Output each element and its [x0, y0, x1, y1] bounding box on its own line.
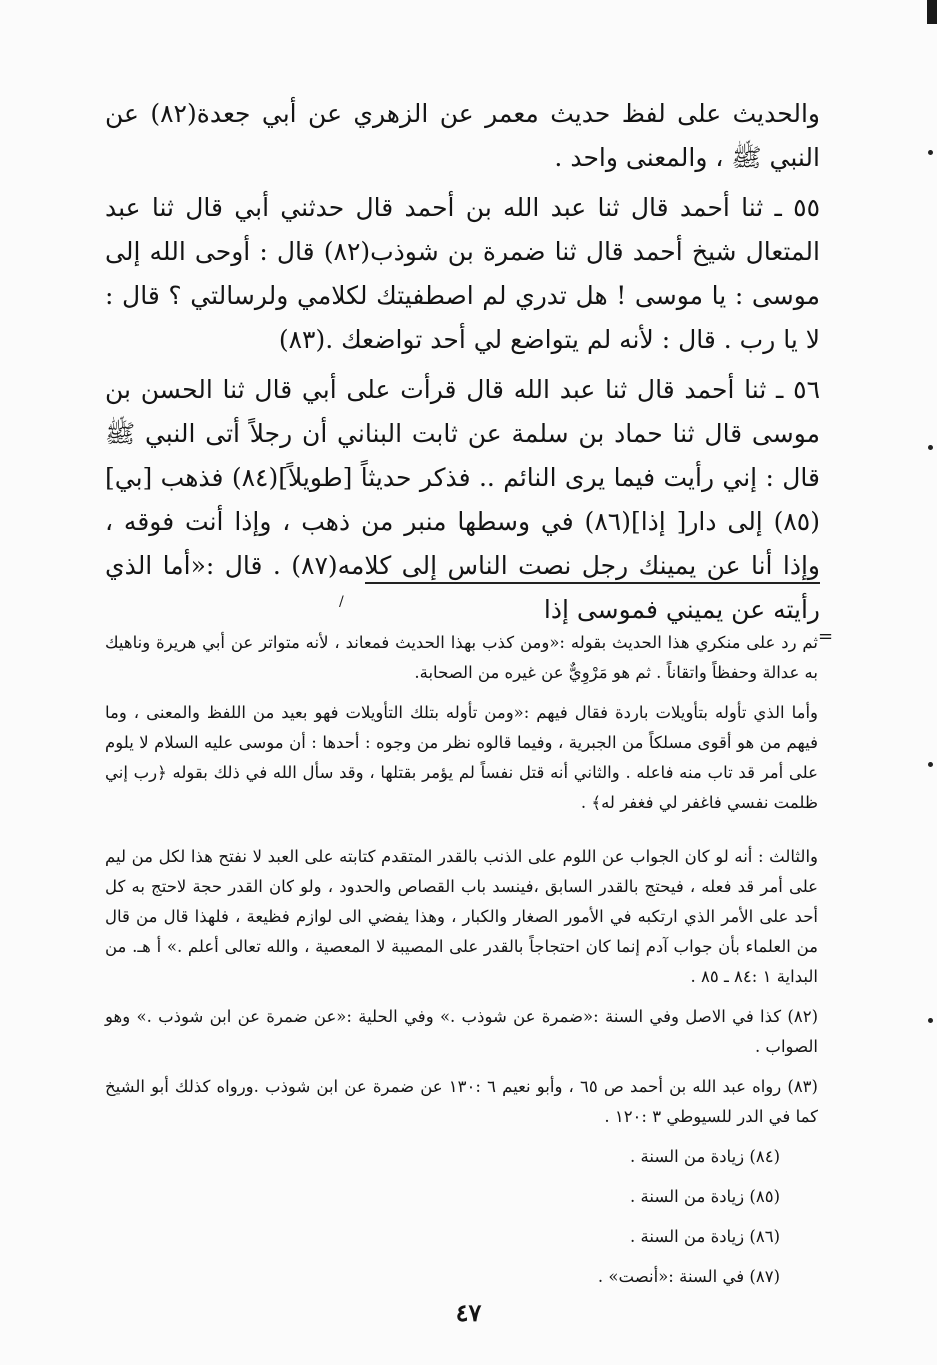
footnote-paragraph: وأما الذي تأوله بتأويلات باردة فقال فيهم :«ومن تأوله بتلك التأويلات فهو بعيد من اللفظ والمعنى ، وما فيهم من هو أقوى مسلكاً من الجبرية ، وفيما قالوه نظر من وجوه : أحدها : أن موسى عليه السلام لا يلوم على أمر قد تاب منه فاعله . والثاني أنه قتل نفساً لم يؤمر بقتلها ، وقد سأل الله في ذلك بقوله ﴿رب إني ظلمت نفسي فاغفر لي فغفر له﴾ .: [105, 703, 818, 812]
footnote-entry: (٨٣) رواه عبد الله بن أحمد ص ٦٥ ، وأبو نعيم ٦ :١٣٠ عن ضمرة عن ابن شوذب .ورواه كذلك أبو الشيخ كما في الدر للسيوطي ٣ :١٢٠ .: [105, 1077, 818, 1126]
main-text: [105, 92, 820, 632]
footnote-entry: (٨٤) زيادة من السنة .: [630, 1147, 780, 1166]
main-paragraph: ٥٦ ـ ثنا أحمد قال ثنا عبد الله قال قرأت على أبي قال ثنا الحسن بن موسى قال ثنا حماد بن سلمة عن ثابت البناني أن رجلاً أتى النبي ﷺ قال : إني رأيت فيما يرى النائم .. فذكر حديثاً [طويلاً](٨٤) فذهب [بي](٨٥) إلى دار[ إذا](٨٦) في وسطها منبر من ذهب ، وإذا أنت فوقه ، وإذا أنا عن يمينك رجل نصت الناس إلى كلامه(٨٧) . قال :«أما الذي رأيته عن يميني فموسى إذا: [105, 375, 820, 624]
margin-mark: /: [339, 594, 344, 610]
page-number: ٤٧: [455, 1298, 482, 1327]
footnote-paragraph: والثالث : أنه لو كان الجواب عن اللوم على الذنب بالقدر المتقدم كتابته على العبد لا نفتح هذا لكل من ليم على أمر قد فعله ، فيحتج بالقدر السابق ،فينسد باب القصاص والحدود ، ولو كان القدر حجة لاحتج به كل أحد على الأمر الذي ارتكبه في الأمور الصغار والكبار ، وهذا يفضي الى لوازم فظيعة ، فلهذا قال من قال من العلماء بأن جواب آدم إنما كان احتجاجاً بالقدر على المصيبة لا المعصية ، والله تعالى أعلم .» أ هـ. من البداية ١ :٨٤ ـ ٨٥ .: [105, 847, 818, 986]
scan-speck: [928, 445, 933, 450]
footnote-paragraph: ثم رد على منكري هذا الحديث بقوله :«ومن كذب بهذا الحديث فمعاند ، لأنه متواتر عن أبي هريرة وناهيك به عدالة وحفظاً واتقاناً . ثم هو مَرْوِيٌّ عن غيره من الصحابة.: [105, 633, 818, 682]
footnote-entry: (٨٧) في السنة :«أنصت» .: [597, 1267, 780, 1286]
scan-edge-mark: [927, 0, 937, 24]
scan-speck: [928, 1018, 933, 1023]
scan-speck: [928, 762, 933, 767]
continuation-mark: =: [818, 626, 834, 647]
footnotes: [105, 628, 818, 1292]
main-paragraph: والحديث على لفظ حديث معمر عن الزهري عن أبي جعدة(٨٢) عن النبي ﷺ ، والمعنى واحد .: [105, 99, 820, 172]
footnote-entry: (٨٥) زيادة من السنة .: [630, 1187, 780, 1206]
scan-speck: [928, 150, 933, 155]
footnote-entry: (٨٢) كذا في الاصل وفي السنة :«ضمرة عن شوذب .» وفي الحلية :«عن ضمرة عن ابن شوذب .» وهو الصواب .: [105, 1007, 818, 1056]
footnote-entry: (٨٦) زيادة من السنة .: [630, 1227, 780, 1246]
main-paragraph: ٥٥ ـ ثنا أحمد قال ثنا عبد الله بن أحمد قال حدثني أبي قال ثنا عبد المتعال شيخ أحمد قال ثنا ضمرة بن شوذب(٨٢) قال : أوحى الله إلى موسى : يا موسى ! هل تدري لم اصطفيتك لكلامي ولرسالتي ؟ قال : لا يا رب . قال : لأنه لم يتواضع لي أحد تواضعك .(٨٣): [105, 193, 820, 354]
footnote-divider: [365, 582, 820, 584]
